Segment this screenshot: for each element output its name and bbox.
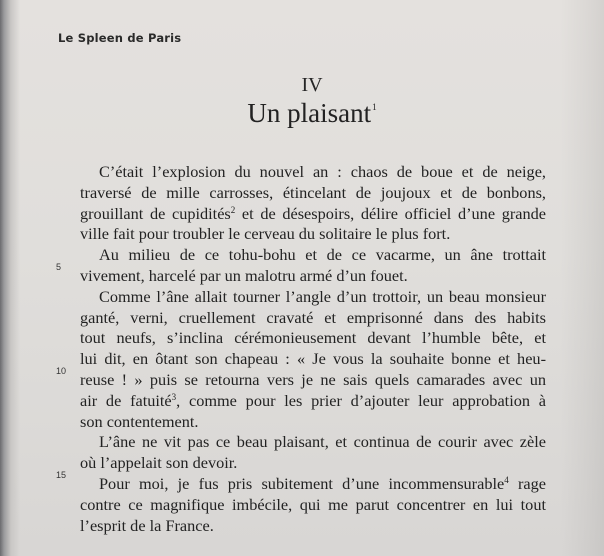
footnote-marker: 4 [504,474,509,485]
text-line-content: et de désespoirs, délire officiel d’une grande [235,203,546,223]
text-line [80,432,546,453]
text-line-content: , comme pour les prier d’ajouter leur approbation à [176,390,546,410]
text-line [80,308,546,329]
text-line [80,474,546,495]
text-line [80,391,546,412]
text-line-content: lui dit, en ôtant son chapeau : « Je vous la souhaite bonne et heu- [80,349,546,369]
text-line [80,349,546,370]
text-line-content: C’était l’explosion du nouvel an : chaos de boue et de neige, [99,162,546,181]
text-line-content: contre ce magnifique imbécile, qui me parut concentrer en lui tout [80,494,546,514]
line-number: 10 [56,366,67,376]
text-line [80,287,546,308]
text-line [80,412,546,433]
text-line [80,162,546,183]
text-line [80,495,546,516]
chapter-title-note: 1 [372,102,377,112]
line-number: 15 [56,470,67,480]
chapter-number: IV [301,74,323,96]
text-line-content: Comme l’âne allait tourner l’angle d’un trottoir, un beau monsieur [99,286,546,306]
running-header: Le Spleen de Paris [58,31,182,45]
chapter-title [0,98,604,129]
text-line-content: air de fatuité [80,390,172,410]
text-line-content: où l’appelait son devoir. [80,453,238,473]
text-line [80,516,546,537]
text-line-content: vivement, harcelé par un malotru armé d’un fouet. [80,265,408,285]
text-line [80,370,546,391]
text-line-content: ganté, verni, cruellement cravaté et emprisonné dans des habits [80,307,546,327]
text-line-content: son contentement. [80,411,199,431]
text-line-content: reuse ! » puis se retourna vers je ne sais quels camarades avec un [80,369,546,389]
text-line-content: rage [508,473,546,493]
text-line-content: traversé de mille carrosses, étincelant de joujoux et de bonbons, [80,182,546,202]
line-number: 5 [56,262,62,272]
footnote-marker: 3 [171,391,177,402]
text-line [80,204,546,225]
text-line-content: L’âne ne vit pas ce beau plaisant, et continua de courir avec zèle [99,432,546,452]
text-line [80,453,546,474]
text-line-content: ville fait pour troubler le cerveau du solitaire le plus fort. [80,224,451,244]
text-line [80,224,546,245]
text-line-content: l’esprit de la France. [80,515,214,535]
text-line-content: tout neufs, s’inclina cérémonieusement devant l’humble bête, et [80,328,546,348]
text-line-content: grouillant de cupidités [80,203,231,223]
text-line [80,245,546,266]
body-text [80,162,546,536]
footnote-marker: 2 [230,204,236,215]
text-line [80,328,546,349]
text-line [80,266,546,287]
text-line [80,183,546,204]
text-line-content: Pour moi, je fus pris subitement d’une incommensurable [99,473,505,493]
text-line-content: Au milieu de ce tohu-bohu et de ce vacarme, un âne trottait [99,245,546,265]
chapter-title-text: Un plaisant [247,98,372,128]
